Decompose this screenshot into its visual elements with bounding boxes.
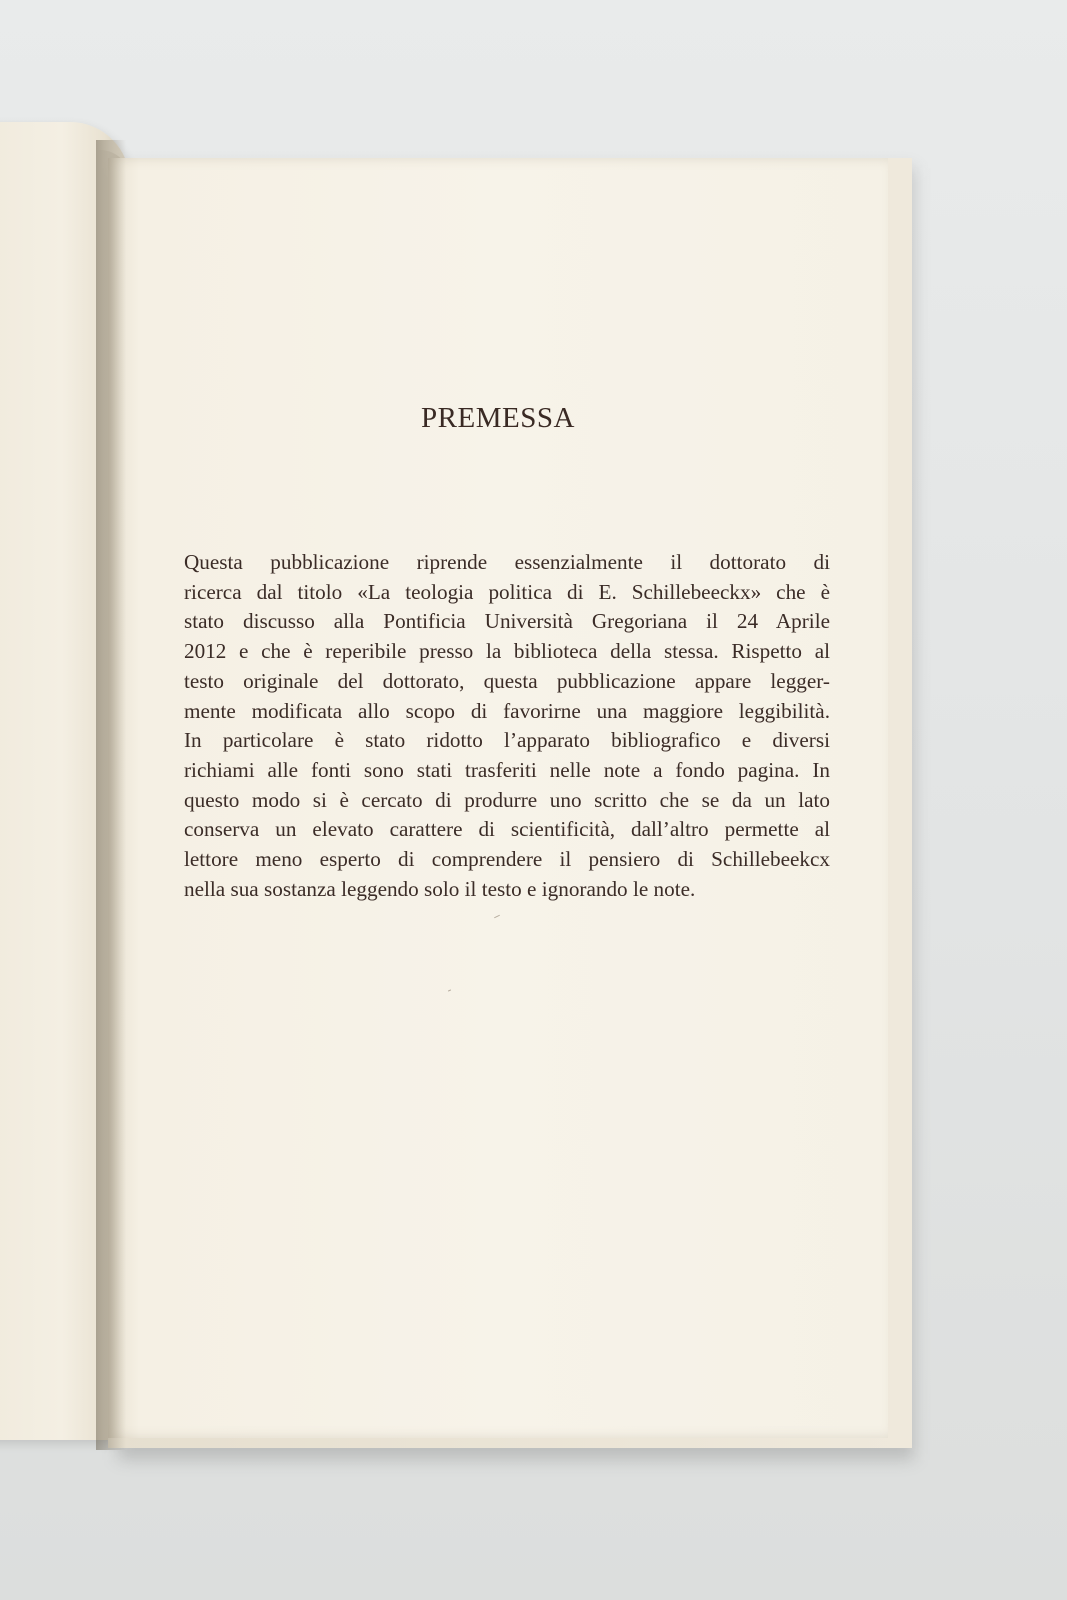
text-line: lettore meno esperto di comprendere il pensiero di Schillebeekcx [184, 847, 830, 872]
text-line: richiami alle fonti sono stati trasferiti nelle note a fondo pagina. In [184, 757, 830, 782]
text-line: ricerca dal titolo «La teologia politica di E. Schillebeeckx» che è [184, 579, 830, 604]
body-paragraph [184, 548, 830, 904]
text-line: Questa pubblicazione riprende essenzialmente il dottorato di [184, 550, 830, 574]
text-line: stato discusso alla Pontificia Università Gregoriana il 24 Aprile [184, 609, 830, 634]
text-line: questo modo si è cercato di produrre uno scritto che se da un lato [184, 787, 830, 812]
text-line: conserva un elevato carattere di scientificità, dall’altro permette al [184, 817, 830, 842]
text-line: mente modificata allo scopo di favorirne una maggiore leggibilità. [184, 698, 830, 723]
text-line: 2012 e che è reperibile presso la biblioteca della stessa. Rispetto al [184, 639, 830, 664]
page-heading: PREMESSA [421, 402, 575, 434]
gutter-shadow [96, 140, 126, 1450]
text-line: In particolare è stato ridotto l’apparato bibliografico e diversi [184, 728, 830, 753]
text-line: testo originale del dottorato, questa pubblicazione appare legger- [184, 668, 830, 693]
text-line: nella sua sostanza leggendo solo il testo e ignorando le note. [184, 876, 696, 901]
